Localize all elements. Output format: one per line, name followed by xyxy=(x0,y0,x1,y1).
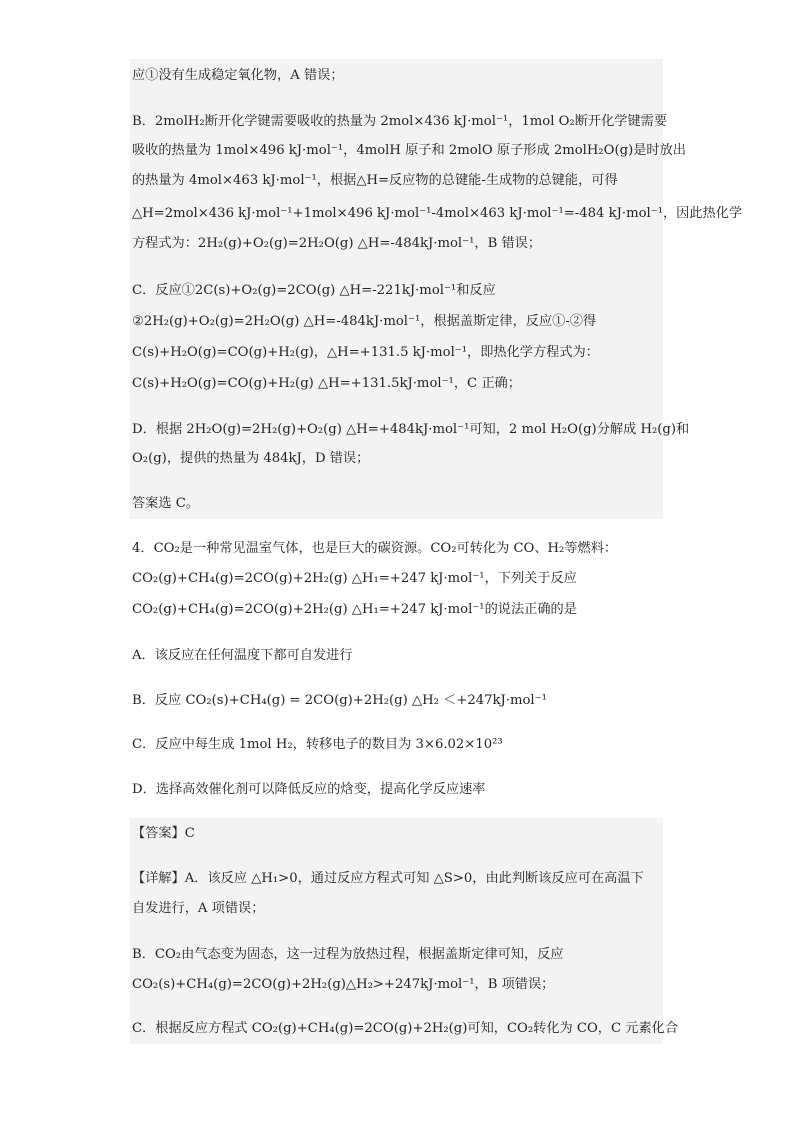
solution-b-line-2: 吸收的热量为 1mol×496 kJ·mol⁻¹，4molH 原子和 2molO 原子形成 2molH₂O(g)是时放出 xyxy=(132,143,686,158)
solution-c-line-2: ②2H₂(g)+O₂(g)=2H₂O(g) △H=-484kJ·mol⁻¹，根据盖斯定律，反应①-②得 xyxy=(132,314,597,329)
solution-b-line-4: △H=2mol×436 kJ·mol⁻¹+1mol×496 kJ·mol⁻¹-4mol×463 kJ·mol⁻¹=-484 kJ·mol⁻¹，因此热化学 xyxy=(132,206,743,221)
answer-4-detail-c-1: C．根据反应方程式 CO₂(g)+CH₄(g)=2CO(g)+2H₂(g)可知，CO₂转化为 CO，C 元素化合 xyxy=(132,1021,679,1036)
answer-4-detail-b-2: CO₂(s)+CH₄(g)=2CO(g)+2H₂(g)△H₂>+247kJ·mol⁻¹，B 项错误； xyxy=(132,977,555,992)
solution-b-line-3: 的热量为 4mol×463 kJ·mol⁻¹，根据△H=反应物的总键能-生成物的总键能，可得 xyxy=(132,173,618,188)
solution-line-a: 应①没有生成稳定氧化物，A 错误； xyxy=(132,68,344,83)
question-4-option-a: A．该反应在任何温度下都可自发进行 xyxy=(132,648,353,663)
question-4-stem-3: CO₂(g)+CH₄(g)=2CO(g)+2H₂(g) △H₁=+247 kJ·mol⁻¹的说法正确的是 xyxy=(132,602,577,617)
answer-4-detail-a-2: 自发进行，A 项错误； xyxy=(132,901,265,916)
solution-b-line-1: B．2molH₂断开化学键需要吸收的热量为 2mol×436 kJ·mol⁻¹，1mol O₂断开化学键需要 xyxy=(132,114,668,129)
question-4-option-b: B．反应 CO₂(s)+CH₄(g) = 2CO(g)+2H₂(g) △H₂ ＜+247kJ·mol⁻¹ xyxy=(132,693,547,708)
solution-answer: 答案选 C。 xyxy=(132,496,200,511)
answer-4-detail-b-1: B．CO₂由气态变为固态，这一过程为放热过程，根据盖斯定律可知，反应 xyxy=(132,947,564,962)
solution-c-line-1: C．反应①2C(s)+O₂(g)=2CO(g) △H=-221kJ·mol⁻¹和反应 xyxy=(132,283,496,298)
question-4-option-d: D．选择高效催化剂可以降低反应的焓变，提高化学反应速率 xyxy=(132,782,486,797)
answer-4-detail-a-1: 【详解】A．该反应 △H₁>0，通过反应方程式可知 △S>0，由此判断该反应可在高温下 xyxy=(132,871,644,886)
solution-d-line-1: D．根据 2H₂O(g)=2H₂(g)+O₂(g) △H=+484kJ·mol⁻¹可知，2 mol H₂O(g)分解成 H₂(g)和 xyxy=(132,422,690,437)
solution-c-line-4: C(s)+H₂O(g)=CO(g)+H₂(g) △H=+131.5kJ·mol⁻¹，C 正确； xyxy=(132,376,521,391)
solution-b-line-5: 方程式为：2H₂(g)+O₂(g)=2H₂O(g) △H=-484kJ·mol⁻¹，B 错误； xyxy=(132,236,542,251)
answer-shaded-block xyxy=(130,818,663,1044)
question-4-stem-2: CO₂(g)+CH₄(g)=2CO(g)+2H₂(g) △H₁=+247 kJ·mol⁻¹，下列关于反应 xyxy=(132,571,577,586)
question-4-stem-1: 4．CO₂是一种常见温室气体，也是巨大的碳资源。CO₂可转化为 CO、H₂等燃料： xyxy=(132,541,618,556)
question-4-option-c: C．反应中每生成 1mol H₂，转移电子的数目为 3×6.02×10²³ xyxy=(132,737,503,752)
solution-c-line-3: C(s)+H₂O(g)=CO(g)+H₂(g)，△H=+131.5 kJ·mol⁻¹，即热化学方程式为： xyxy=(132,345,599,360)
answer-4-label: 【答案】C xyxy=(132,826,195,841)
solution-d-line-2: O₂(g)，提供的热量为 484kJ，D 错误； xyxy=(132,451,370,466)
